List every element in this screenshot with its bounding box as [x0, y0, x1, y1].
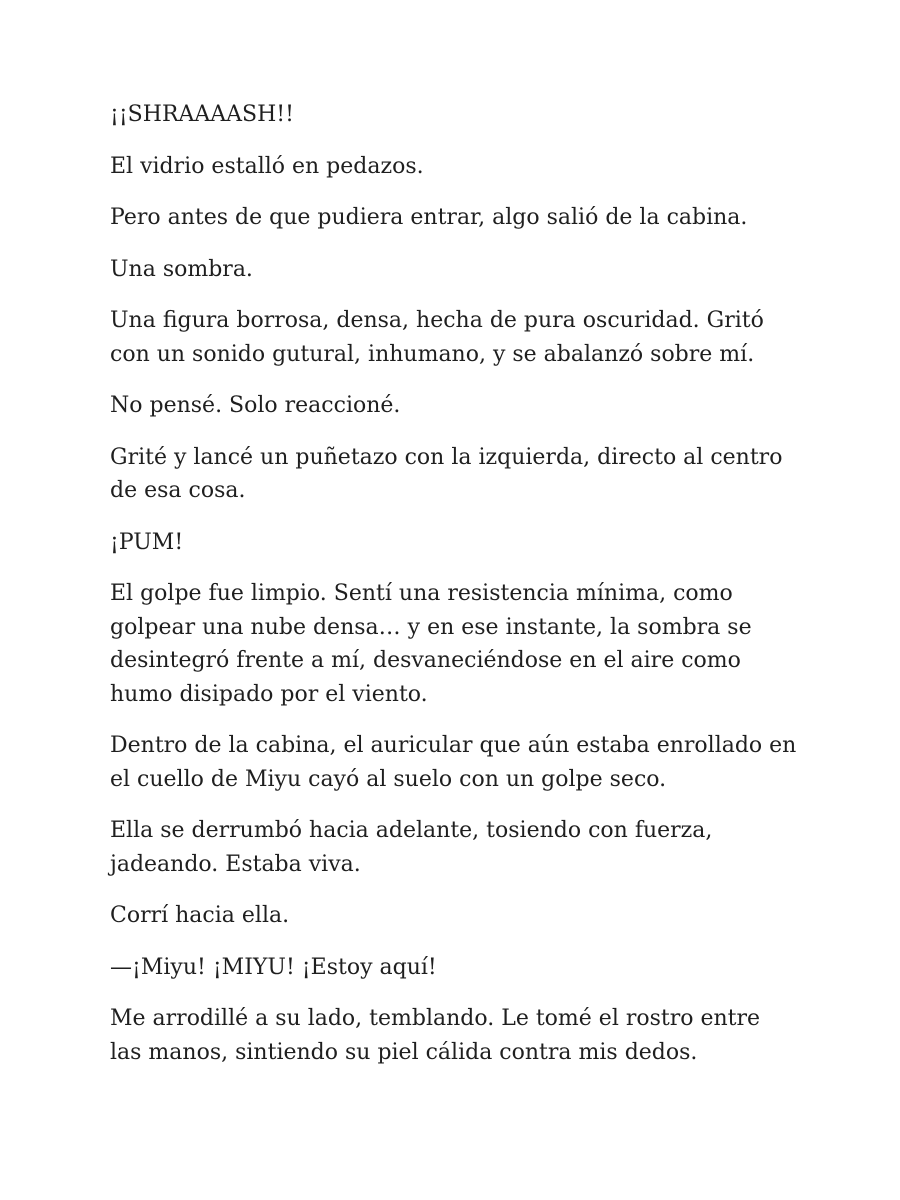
- paragraph-clean-hit: El golpe fue limpio. Sentí una resistencia mínima, como golpear una nube densa… y en ese instante, la sombra se desintegró frente a mí, desvaneciéndose en el aire como humo disipado por el viento.: [110, 581, 752, 707]
- paragraph-sound-effect-pum: ¡PUM!: [110, 529, 184, 555]
- paragraph-glass-shattered: El vidrio estalló en pedazos.: [110, 153, 424, 179]
- document-page: [110, 98, 810, 1087]
- paragraph-blurry-figure: Una figura borrosa, densa, hecha de pura oscuridad. Gritó con un sonido gutural, inhumano, y se abalanzó sobre mí.: [110, 308, 764, 367]
- paragraph-ran-to-her: Corrí hacia ella.: [110, 903, 290, 928]
- paragraph-something-left-cabin: Pero antes de que pudiera entrar, algo salió de la cabina.: [110, 205, 748, 230]
- paragraph-punch: Grité y lancé un puñetazo con la izquierda, directo al centro de esa cosa.: [110, 444, 783, 503]
- paragraph-dialogue-miyu: —¡Miyu! ¡MIYU! ¡Estoy aquí!: [110, 954, 437, 980]
- paragraph-a-shadow: Una sombra.: [110, 256, 253, 282]
- paragraph-knelt-beside: Me arrodillé a su lado, temblando. Le tomé el rostro entre las manos, sintiendo su piel cálida contra mis dedos.: [110, 1006, 761, 1065]
- paragraph-she-collapsed: Ella se derrumbó hacia adelante, tosiendo con fuerza, jadeando. Estaba viva.: [110, 818, 713, 877]
- paragraph-sound-effect-shraaaash: ¡¡SHRAAAASH!!: [110, 102, 294, 127]
- paragraph-inside-cabin: Dentro de la cabina, el auricular que aún estaba enrollado en el cuello de Miyu cayó al suelo con un golpe seco.: [110, 733, 797, 792]
- paragraph-no-thought: No pensé. Solo reaccioné.: [110, 393, 401, 418]
